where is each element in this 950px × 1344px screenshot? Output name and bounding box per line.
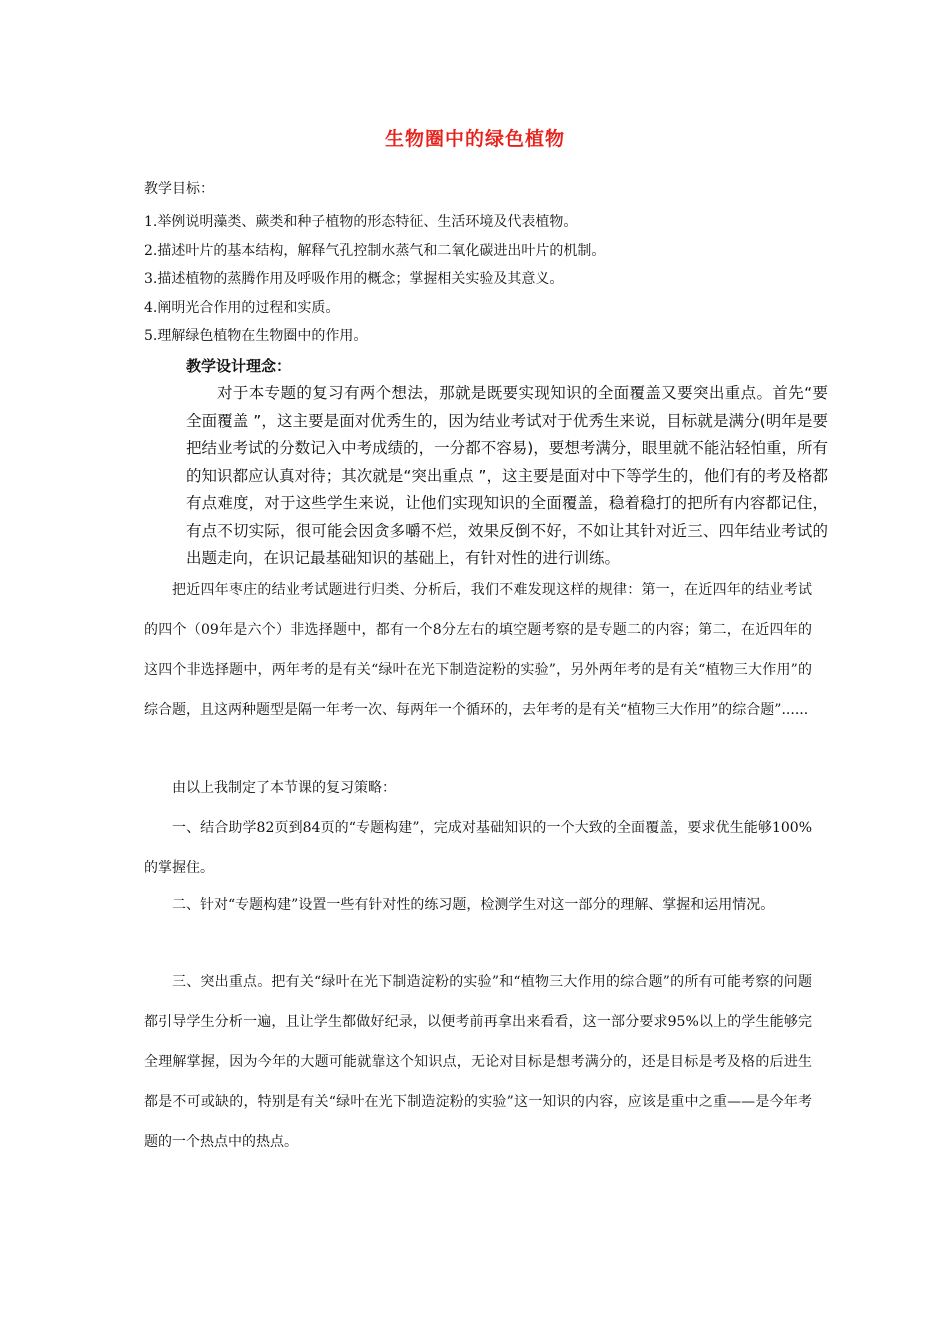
objective-item: 4.阐明光合作用的过程和实质。 [144, 299, 340, 316]
objective-item: 2.描述叶片的基本结构，解释气孔控制水蒸气和二氧化碳进出叶片的机制。 [144, 242, 606, 259]
design-concept-heading: 教学设计理念： [186, 357, 292, 375]
page-title: 生物圈中的绿色植物 [384, 128, 565, 150]
objective-item: 5.理解绿色植物在生物圈中的作用。 [144, 328, 368, 344]
strategy-intro: 由以上我制定了本节课的复习策略： [172, 780, 396, 796]
objective-item: 3.描述植物的蒸腾作用及呼吸作用的概念；掌握相关实验及其意义。 [144, 271, 564, 287]
strategy-item: 一、结合助学82页到84页的“专题构建”，完成对基础知识的一个大致的全面覆盖，要求优生能够100%的掌握住。 [144, 820, 812, 876]
strategy-item: 三、突出重点。把有关“绿叶在光下制造淀粉的实验”和“植物三大作用的综合题”的所有可能考察的问题都引导学生分析一遍，且让学生都做好纪录，以便考前再拿出来看看，这一部分要求95%以上的学生能够完全理解掌握，因为今年的大题可能就靠这个知识点，无论对目标是想考满分的，还是目标是考及格的后进生都是不可或缺的，特别是有关“绿叶在光下制造淀粉的实验”这一知识的内容，应该是重中之重——是今年考题的一个热点中的热点。 [144, 974, 812, 1150]
design-concept-paragraph: 对于本专题的复习有两个想法，那就是既要实现知识的全面覆盖又要突出重点。首先“要全面覆盖 ”，这主要是面对优秀生的，因为结业考试对于优秀生来说，目标就是满分(明年是要把结业考试的分数记入中考成绩的，一分都不容易)，要想考满分，眼里就不能沾轻怕重，所有的知识都应认真对待；其次就是“突出重点 ”，这主要是面对中下等学生的，他们有的考及格都有点难度，对于这些学生来说，让他们实现知识的全面覆盖，稳着稳打的把所有内容都记住，有点不切实际，很可能会因贪多嚼不烂，效果反倒不好，不如让其针对近三、四年结业考试的出题走向，在识记最基础知识的基础上，有针对性的进行训练。 [186, 384, 828, 567]
objectives-list [144, 208, 824, 351]
design-concept-section [186, 352, 828, 573]
objective-item: 1.举例说明藻类、蕨类和种子植物的形态特征、生活环境及代表植物。 [144, 214, 578, 230]
analysis-paragraph: 把近四年枣庄的结业考试题进行归类、分析后，我们不难发现这样的规律：第一，在近四年的结业考试的四个（09年是六个）非选择题中，都有一个8分左右的填空题考察的是专题二的内容；第二，在近四年的这四个非选择题中，两年考的是有关“绿叶在光下制造淀粉的实验”，另外两年考的是有关“植物三大作用”的综合题，且这两种题型是隔一年考一次、每两年一个循环的，去年考的是有关“植物三大作用”的综合题”...... [144, 582, 812, 718]
objectives-label: 教学目标： [144, 181, 214, 197]
strategy-item: 二、针对“专题构建”设置一些有针对性的练习题，检测学生对这一部分的理解、掌握和运用情况。 [172, 897, 775, 913]
